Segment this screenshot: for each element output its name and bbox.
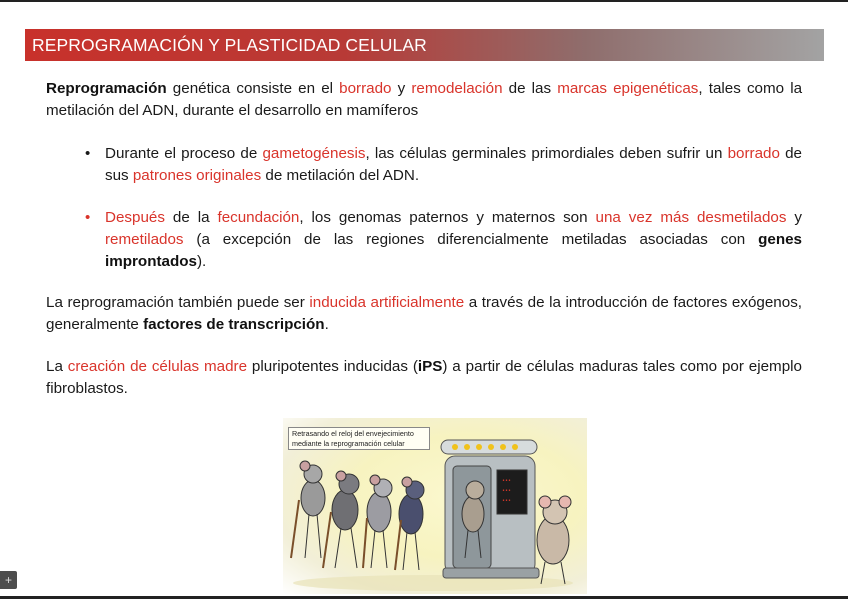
text-run: de sus — [105, 145, 802, 184]
bullet-fecundacion — [105, 207, 802, 273]
text-run: de la — [164, 209, 218, 226]
bullet-marker: • — [85, 145, 91, 162]
old-mouse-icon — [395, 477, 424, 570]
highlight-despues: Después — [105, 209, 165, 226]
top-border — [0, 0, 848, 2]
text-run: a través de la introducción de factores exógenos, generalmente — [46, 294, 803, 333]
text-run: y — [786, 209, 802, 226]
old-mouse-icon — [291, 461, 325, 558]
highlight-borrado-2: borrado — [727, 145, 780, 162]
highlight-borrado: borrado — [339, 80, 392, 97]
ips-paragraph — [46, 356, 802, 400]
slide-nav-handle[interactable]: + — [0, 571, 17, 589]
text-run: ) a partir de células maduras tales como por ejemplo fibroblastos. — [46, 358, 802, 397]
text-run: , los genomas paternos y maternos son — [299, 209, 596, 226]
highlight-remodelacion: remodelación — [411, 80, 503, 97]
highlight-desmetilados: una vez más desmetilados — [595, 209, 787, 226]
text-run: de las — [502, 80, 558, 97]
text-run: (a excepción de las regiones diferencialmente metiladas asociadas con — [183, 231, 759, 248]
old-mouse-icon — [363, 475, 392, 568]
svg-text:•••: ••• — [502, 498, 512, 504]
svg-text:•••: ••• — [502, 478, 512, 484]
text-run: . — [324, 316, 329, 333]
text-run: y — [391, 80, 412, 97]
highlight-marcas-epigeneticas: marcas epigenéticas — [557, 80, 699, 97]
bullet-marker: • — [85, 209, 91, 226]
highlight-creacion: creación de células madre — [67, 358, 248, 375]
text-run: genética consiste en el — [166, 80, 340, 97]
text-run: ). — [196, 253, 207, 270]
highlight-remetilados: remetilados — [105, 231, 184, 248]
intro-paragraph — [46, 78, 802, 122]
text-run: , las células germinales primordiales deben sufrir un — [365, 145, 728, 162]
highlight-gametogenesis: gametogénesis — [262, 145, 366, 162]
figure-caption: Retrasando el reloj del envejecimiento mediante la reprogramación celular — [288, 427, 430, 450]
highlight-fecundacion: fecundación — [217, 209, 300, 226]
text-run: La — [46, 358, 68, 375]
bullet-gametogenesis — [105, 143, 802, 187]
young-mouse-icon — [537, 496, 571, 584]
term-ips: iPS — [417, 358, 443, 375]
slide-title: REPROGRAMACIÓN Y PLASTICIDAD CELULAR — [25, 29, 824, 61]
svg-text:•••: ••• — [502, 488, 512, 494]
old-mouse-icon — [323, 471, 359, 568]
term-reprogramacion: Reprogramación — [46, 80, 167, 97]
text-run: , tales como la metilación del ADN, durante el desarrollo en mamíferos — [46, 80, 803, 119]
text-run: La reprogramación también puede ser — [46, 294, 310, 311]
text-run: de metilación del ADN. — [261, 167, 420, 184]
text-run: pluripotentes inducidas ( — [247, 358, 418, 375]
highlight-inducida: inducida artificialmente — [309, 294, 465, 311]
highlight-patrones-originales: patrones originales — [132, 167, 262, 184]
text-run: Durante el proceso de — [105, 145, 263, 162]
induced-paragraph — [46, 292, 802, 336]
term-factores-transcripcion: factores de transcripción — [143, 316, 325, 333]
reprogramming-machine-icon — [441, 440, 539, 578]
term-genes-improntados: genes improntados — [105, 231, 802, 270]
